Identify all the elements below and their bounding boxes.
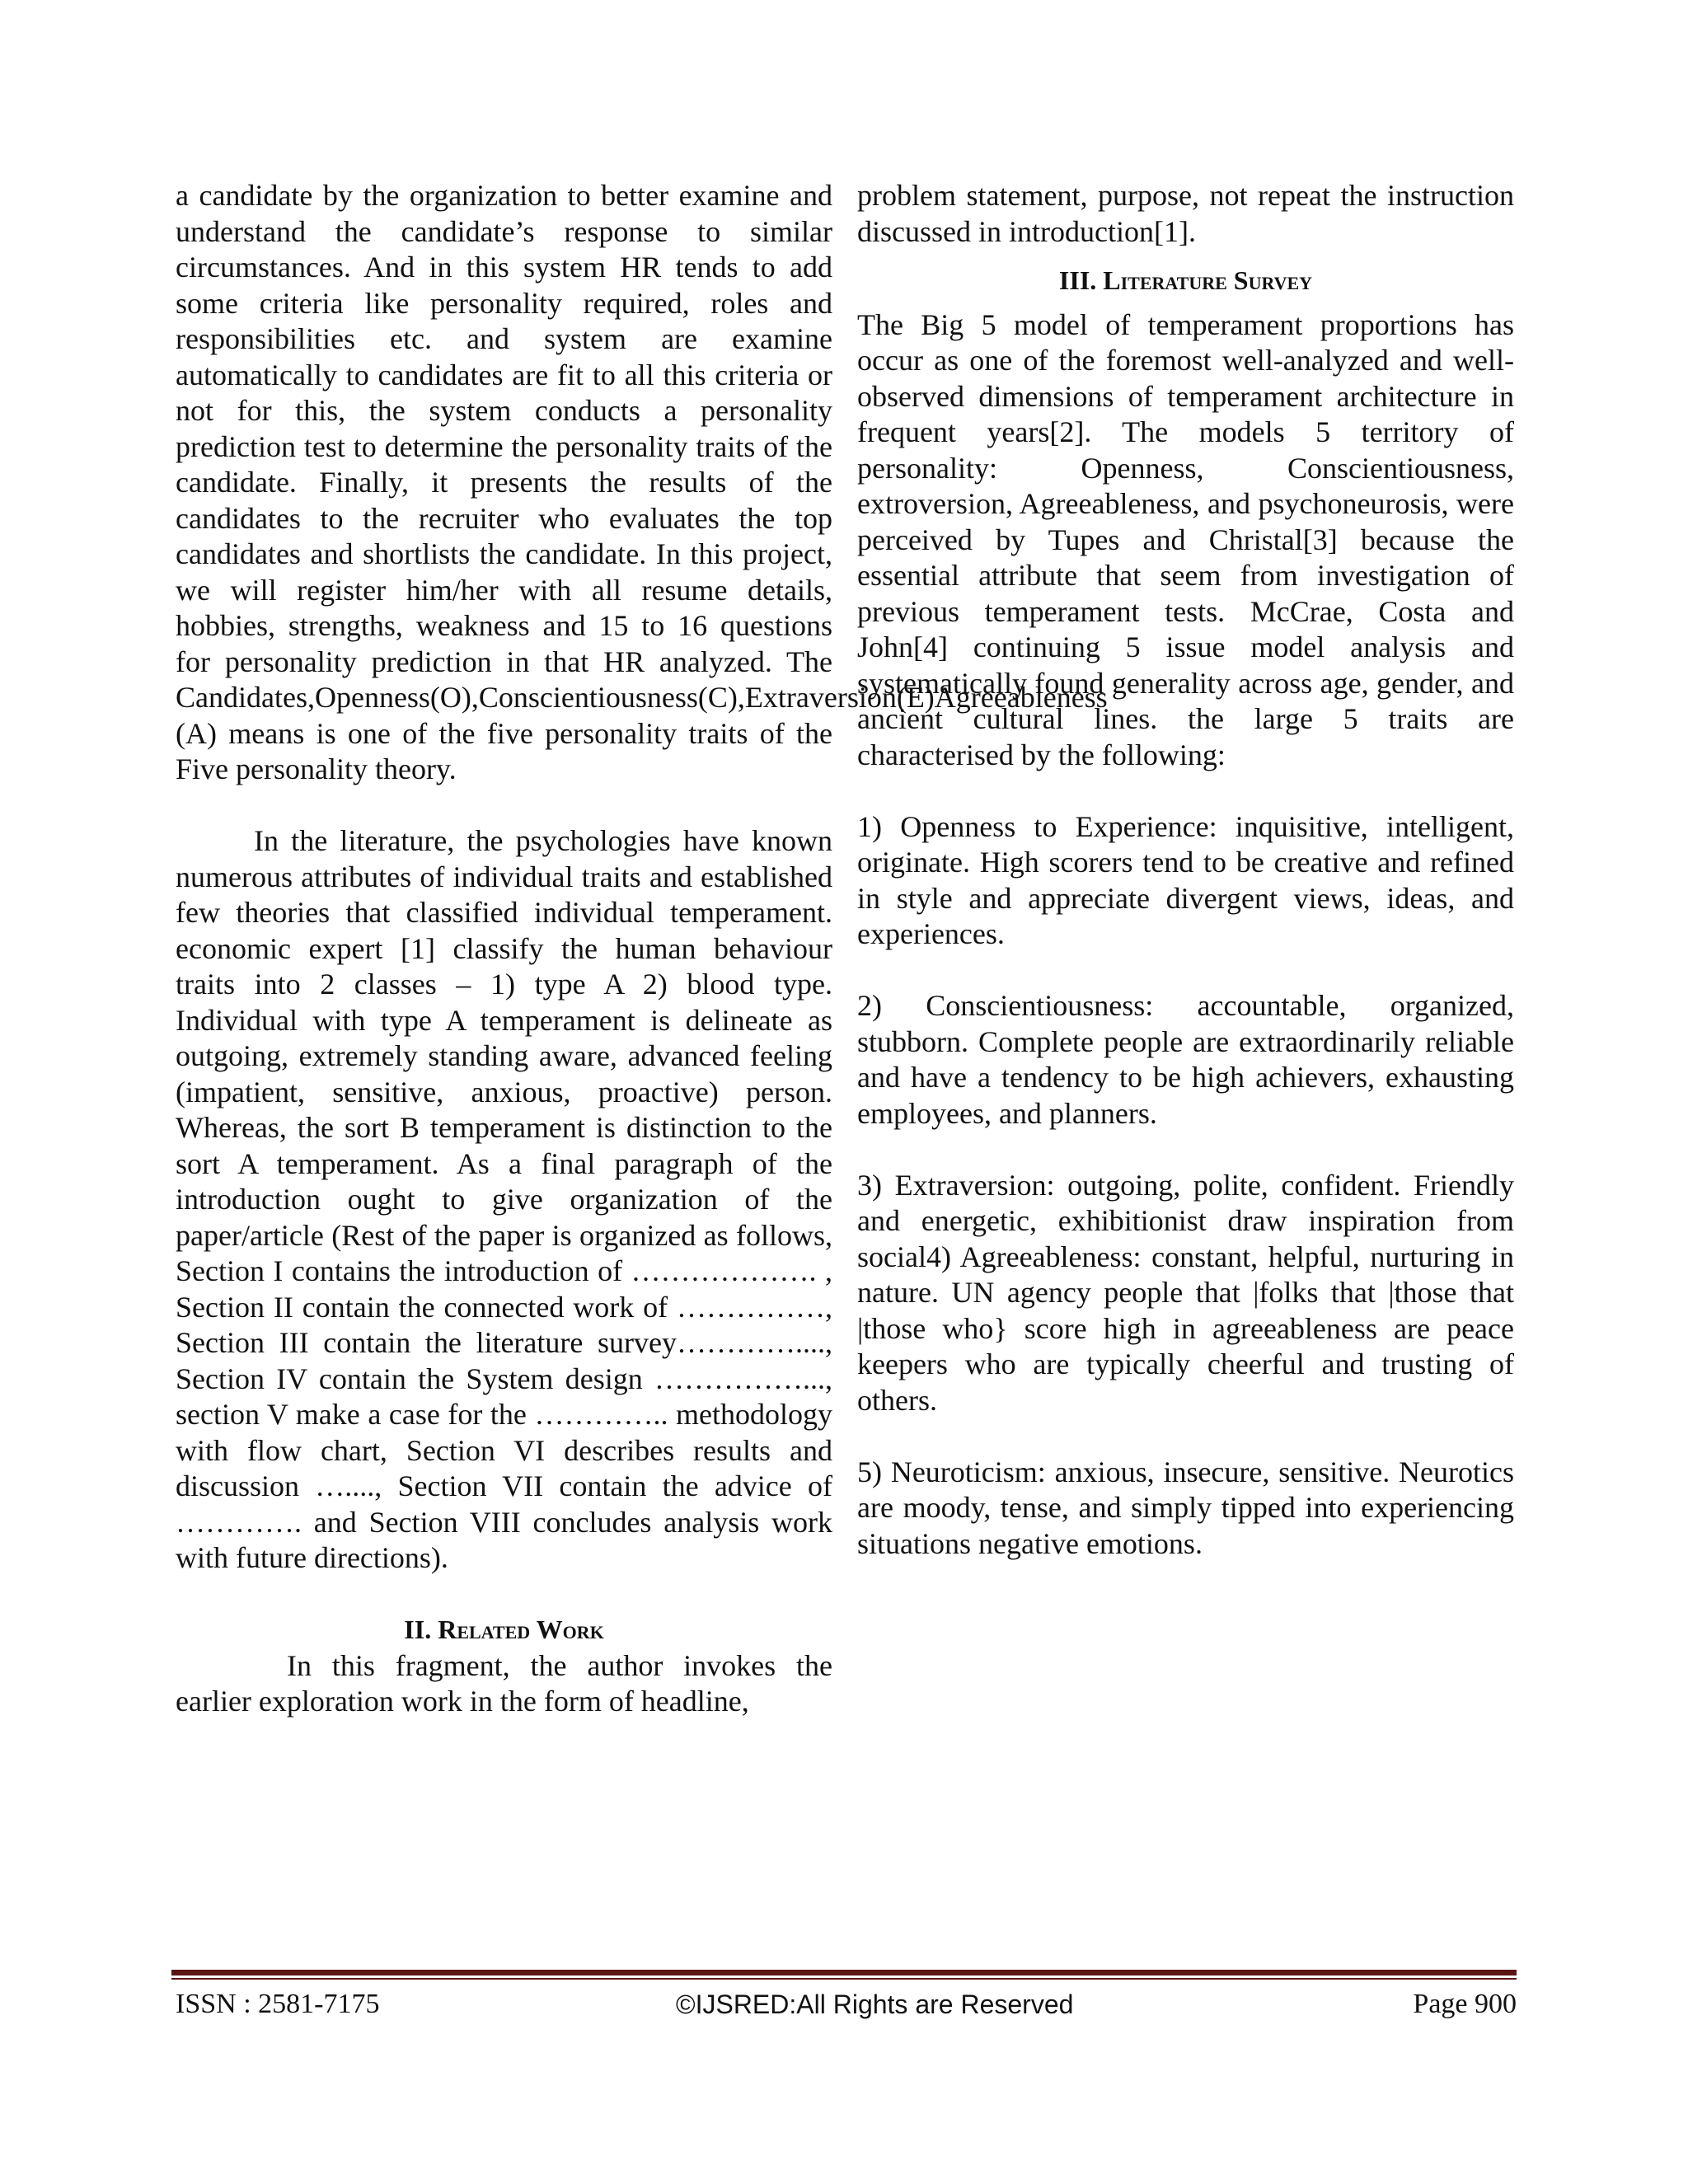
paragraph-gap [857,953,1514,989]
left-column [176,178,1108,1720]
paragraph-gap [857,773,1514,809]
trait-openness-paragraph: 1) Openness to Experience: inquisitive, intelligent, originate. High scorers tend to be creative and refined in style and appreciate divergent views, ideas, and experiences. [857,809,1514,950]
footer-page-number: Page 900 [1413,1989,1517,2019]
related-work-paragraph-continued: problem statement, purpose, not repeat the instruction discussed in introduction[1]. [857,179,1514,248]
related-work-paragraph: In this fragment, the author invokes the earlier exploration work in the form of headline, [176,1648,832,1718]
trait-conscientiousness-paragraph: 2) Conscientiousness: accountable, organized, stubborn. Complete people are extraordinarily reliable and have a tendency to be high achievers, exhausting employees, and planners. [857,989,1514,1130]
paragraph-gap [857,1418,1514,1455]
footer-issn: ISSN : 2581-7175 [176,1989,380,2019]
footer-rule-thin [171,1978,1517,1980]
big-five-paragraph: The Big 5 model of temperament proportions has occur as one of the foremost well-analyzed and well-observed dimensions of temperament architecture in frequent years[2]. The models 5 territory of personality: Openness, Conscientiousness, extroversion, Agreeableness, and psychoneurosis, were perceived by Tupes and Christal[3] because the essential attribute that seem from investigation of previous temperament tests. McCrae, Costa and John[4] continuing 5 issue model analysis and systematically found generality across age, gender, and ancient cultural lines. the large 5 traits are characterised by the following: [857,307,1514,771]
footer-copyright: ©IJSRED:All Rights are Reserved [676,1990,1074,2019]
trait-neuroticism-paragraph: 5) Neuroticism: anxious, insecure, sensitive. Neurotics are moody, tense, and simply tipped into experiencing situations negative emotions. [857,1455,1514,1560]
footer-rule-thick [171,1970,1517,1975]
trait-extraversion-agreeableness-paragraph: 3) Extraversion: outgoing, polite, confident. Friendly and energetic, exhibitionist draw inspiration from social4) Agreeableness: constant, helpful, nurturing in nature. UN agency people that |folks that |those that |those who} score high in agreeableness are peace keepers who are typically cheerful and trusting of others. [857,1168,1514,1417]
right-column [857,178,1514,1562]
section-heading-related-work: II. Related Work [404,1615,604,1644]
paragraph-gap [176,788,832,824]
paragraph-gap [857,1132,1514,1168]
paragraph-gap [176,1577,832,1613]
section-heading-literature-survey: III. Literature Survey [1058,265,1313,295]
literature-intro-paragraph: In the literature, the psychologies have known numerous attributes of individual traits and established few theories that classified individual temperament. economic expert [1] classify the human behaviour traits into 2 classes – 1) type A 2) blood type. Individual with type A temperament is delineate as outgoing, extremely standing aware, advanced feeling (impatient, sensitive, anxious, proactive) person. Whereas, the sort B temperament is distinction to the sort A temperament. As a final paragraph of the introduction ought to give organization of the paper/article (Rest of the paper is organized as follows, Section I contains the introduction of ………………. , Section II contain the connected work of ……………, Section III contain the literature survey…………...., Section IV contain the System design ……………..., section V make a case for the ………….. methodology with flow chart, Section VI describes results and discussion …...., Section VII contain the advice of …………. and Section VIII concludes analysis work with future directions). [176,824,832,1574]
intro-paragraph-continued: a candidate by the organization to better examine and understand the candidate’s response to similar circumstances. And in this system HR tends to add some criteria like personality required, roles and responsibilities etc. and system are examine automatically to candidates are fit to all this criteria or not for this, the system conducts a personality prediction test to determine the personality traits of the candidate. Finally, it presents the results of the candidates to the recruiter who evaluates the top candidates and shortlists the candidate. In this project, we will register him/her with all resume details, hobbies, strengths, weakness and 15 to 16 questions for personality prediction in that HR analyzed. The Candidates,Openness(O),Conscientiousness(C),Extraversion(E)Agreeableness (A) means is one of the five personality traits of the Five personality theory. [176,179,1108,785]
